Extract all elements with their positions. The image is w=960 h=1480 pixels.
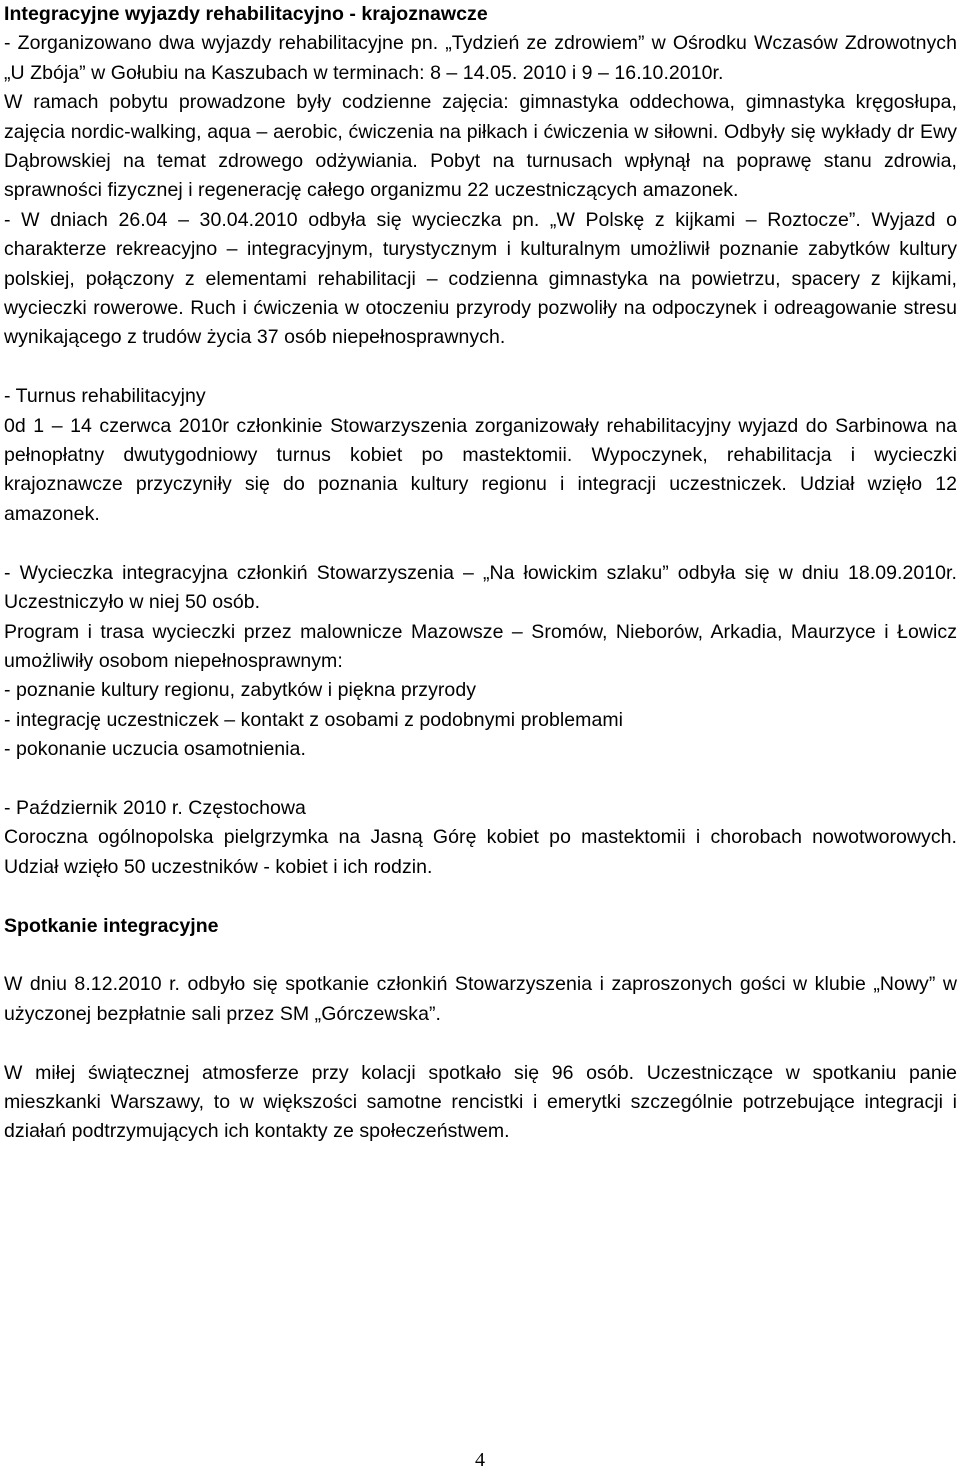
list-item: - poznanie kultury regionu, zabytków i piękna przyrody bbox=[4, 679, 477, 702]
spacer bbox=[4, 765, 957, 794]
paragraph-czestochowa: - Październik 2010 r. Częstochowa bbox=[4, 796, 306, 819]
section-title-spotkanie: Spotkanie integracyjne bbox=[4, 914, 219, 937]
list-item: - integrację uczestniczek – kontakt z osobami z podobnymi problemami bbox=[4, 708, 624, 731]
page-content bbox=[4, 0, 957, 1147]
paragraph-tydzien-ze-zdrowiem: - Zorganizowano dwa wyjazdy rehabilitacyjne pn. „Tydzień ze zdrowiem” w Ośrodku Wczasów Zdrowotnych „U Zbója” w Gołubiu na Kaszubach w terminach: 8 – 14.05. 2010 i 9 – 16.10.2010r. bbox=[4, 32, 957, 84]
paragraph-sarbinowo: 0d 1 – 14 czerwca 2010r członkinie Stowarzyszenia zorganizowały rehabilitacyjny wyjazd do Sarbinowa na pełnopłatny dwutygodniowy turnus kobiet po mastektomii. Wypoczynek, rehabilitacja i wycieczki krajoznawcze przyczyniły się do poznania kultury regionu i integracji uczestniczek. Udział wzięło 12 amazonek. bbox=[4, 414, 957, 525]
paragraph-pielgrzymka: Coroczna ogólnopolska pielgrzymka na Jasną Górę kobiet po mastektomii i chorobach nowotworowych. Udział wzięło 50 uczestników - kobiet i ich rodzin. bbox=[4, 826, 957, 878]
spacer bbox=[4, 1029, 957, 1058]
list-item: - pokonanie uczucia osamotnienia. bbox=[4, 738, 306, 761]
page-number: 4 bbox=[475, 1449, 485, 1471]
paragraph-roztocze: - W dniach 26.04 – 30.04.2010 odbyła się wycieczka pn. „W Polskę z kijkami – Roztocze”. Wyjazd o charakterze rekreacyjno – integracyjnym, turystycznym i kulturalnym umożliwił poznanie zabytków kultury polskiej, połączony z elementami rehabilitacji – codzienna gimnastyka na powietrzu, spacery z kijkami, wycieczki rowerowe. Ruch i ćwiczenia w otoczeniu przyrody pozwoliły na odpoczynek i odreagowanie stresu wynikającego z trudów życia 37 osób niepełnosprawnych. bbox=[4, 208, 957, 349]
spacer bbox=[4, 941, 957, 970]
section-title-wyjazdy: Integracyjne wyjazdy rehabilitacyjno - krajoznawcze bbox=[4, 3, 488, 25]
spacer bbox=[4, 882, 957, 911]
paragraph-program-trasa: Program i trasa wycieczki przez malownicze Mazowsze – Sromów, Nieborów, Arkadia, Maurzyce i Łowicz umożliwiły osobom niepełnosprawnym: bbox=[4, 620, 957, 672]
paragraph-lowicki-szlak: - Wycieczka integracyjna członkiń Stowarzyszenia – „Na łowickim szlaku” odbyła się w dniu 18.09.2010r. Uczestniczyło w niej 50 osób. bbox=[4, 561, 957, 614]
paragraph-atmosfera: W miłej świątecznej atmosferze przy kolacji spotkało się 96 osób. Uczestniczące w spotkaniu panie mieszkanki Warszawy, to w większości samotne rencistki i emerytki szczególnie potrzebujące integracji i działań podtrzymujących ich kontakty ze społeczeństwem. bbox=[4, 1061, 957, 1143]
spacer bbox=[4, 529, 957, 558]
paragraph-turnus-heading: - Turnus rehabilitacyjny bbox=[4, 385, 206, 408]
paragraph-spotkanie: W dniu 8.12.2010 r. odbyło się spotkanie członkiń Stowarzyszenia i zaproszonych gości w klubie „Nowy” w użyczonej bezpłatnie sali przez SM „Górczewska”. bbox=[4, 973, 957, 1025]
paragraph-zajecia: W ramach pobytu prowadzone były codzienne zajęcia: gimnastyka oddechowa, gimnastyka kręgosłupa, zajęcia nordic-walking, aqua – aerobic, ćwiczenia na piłkach i ćwiczenia w siłowni. Odbyły się wykłady dr Ewy Dąbrowskiej na temat zdrowego odżywiania. Pobyt na turnusach wpłynął na poprawę stanu zdrowia, sprawności fizycznej i regenerację całego organizmu 22 uczestniczących amazonek. bbox=[4, 91, 957, 202]
spacer bbox=[4, 353, 957, 382]
